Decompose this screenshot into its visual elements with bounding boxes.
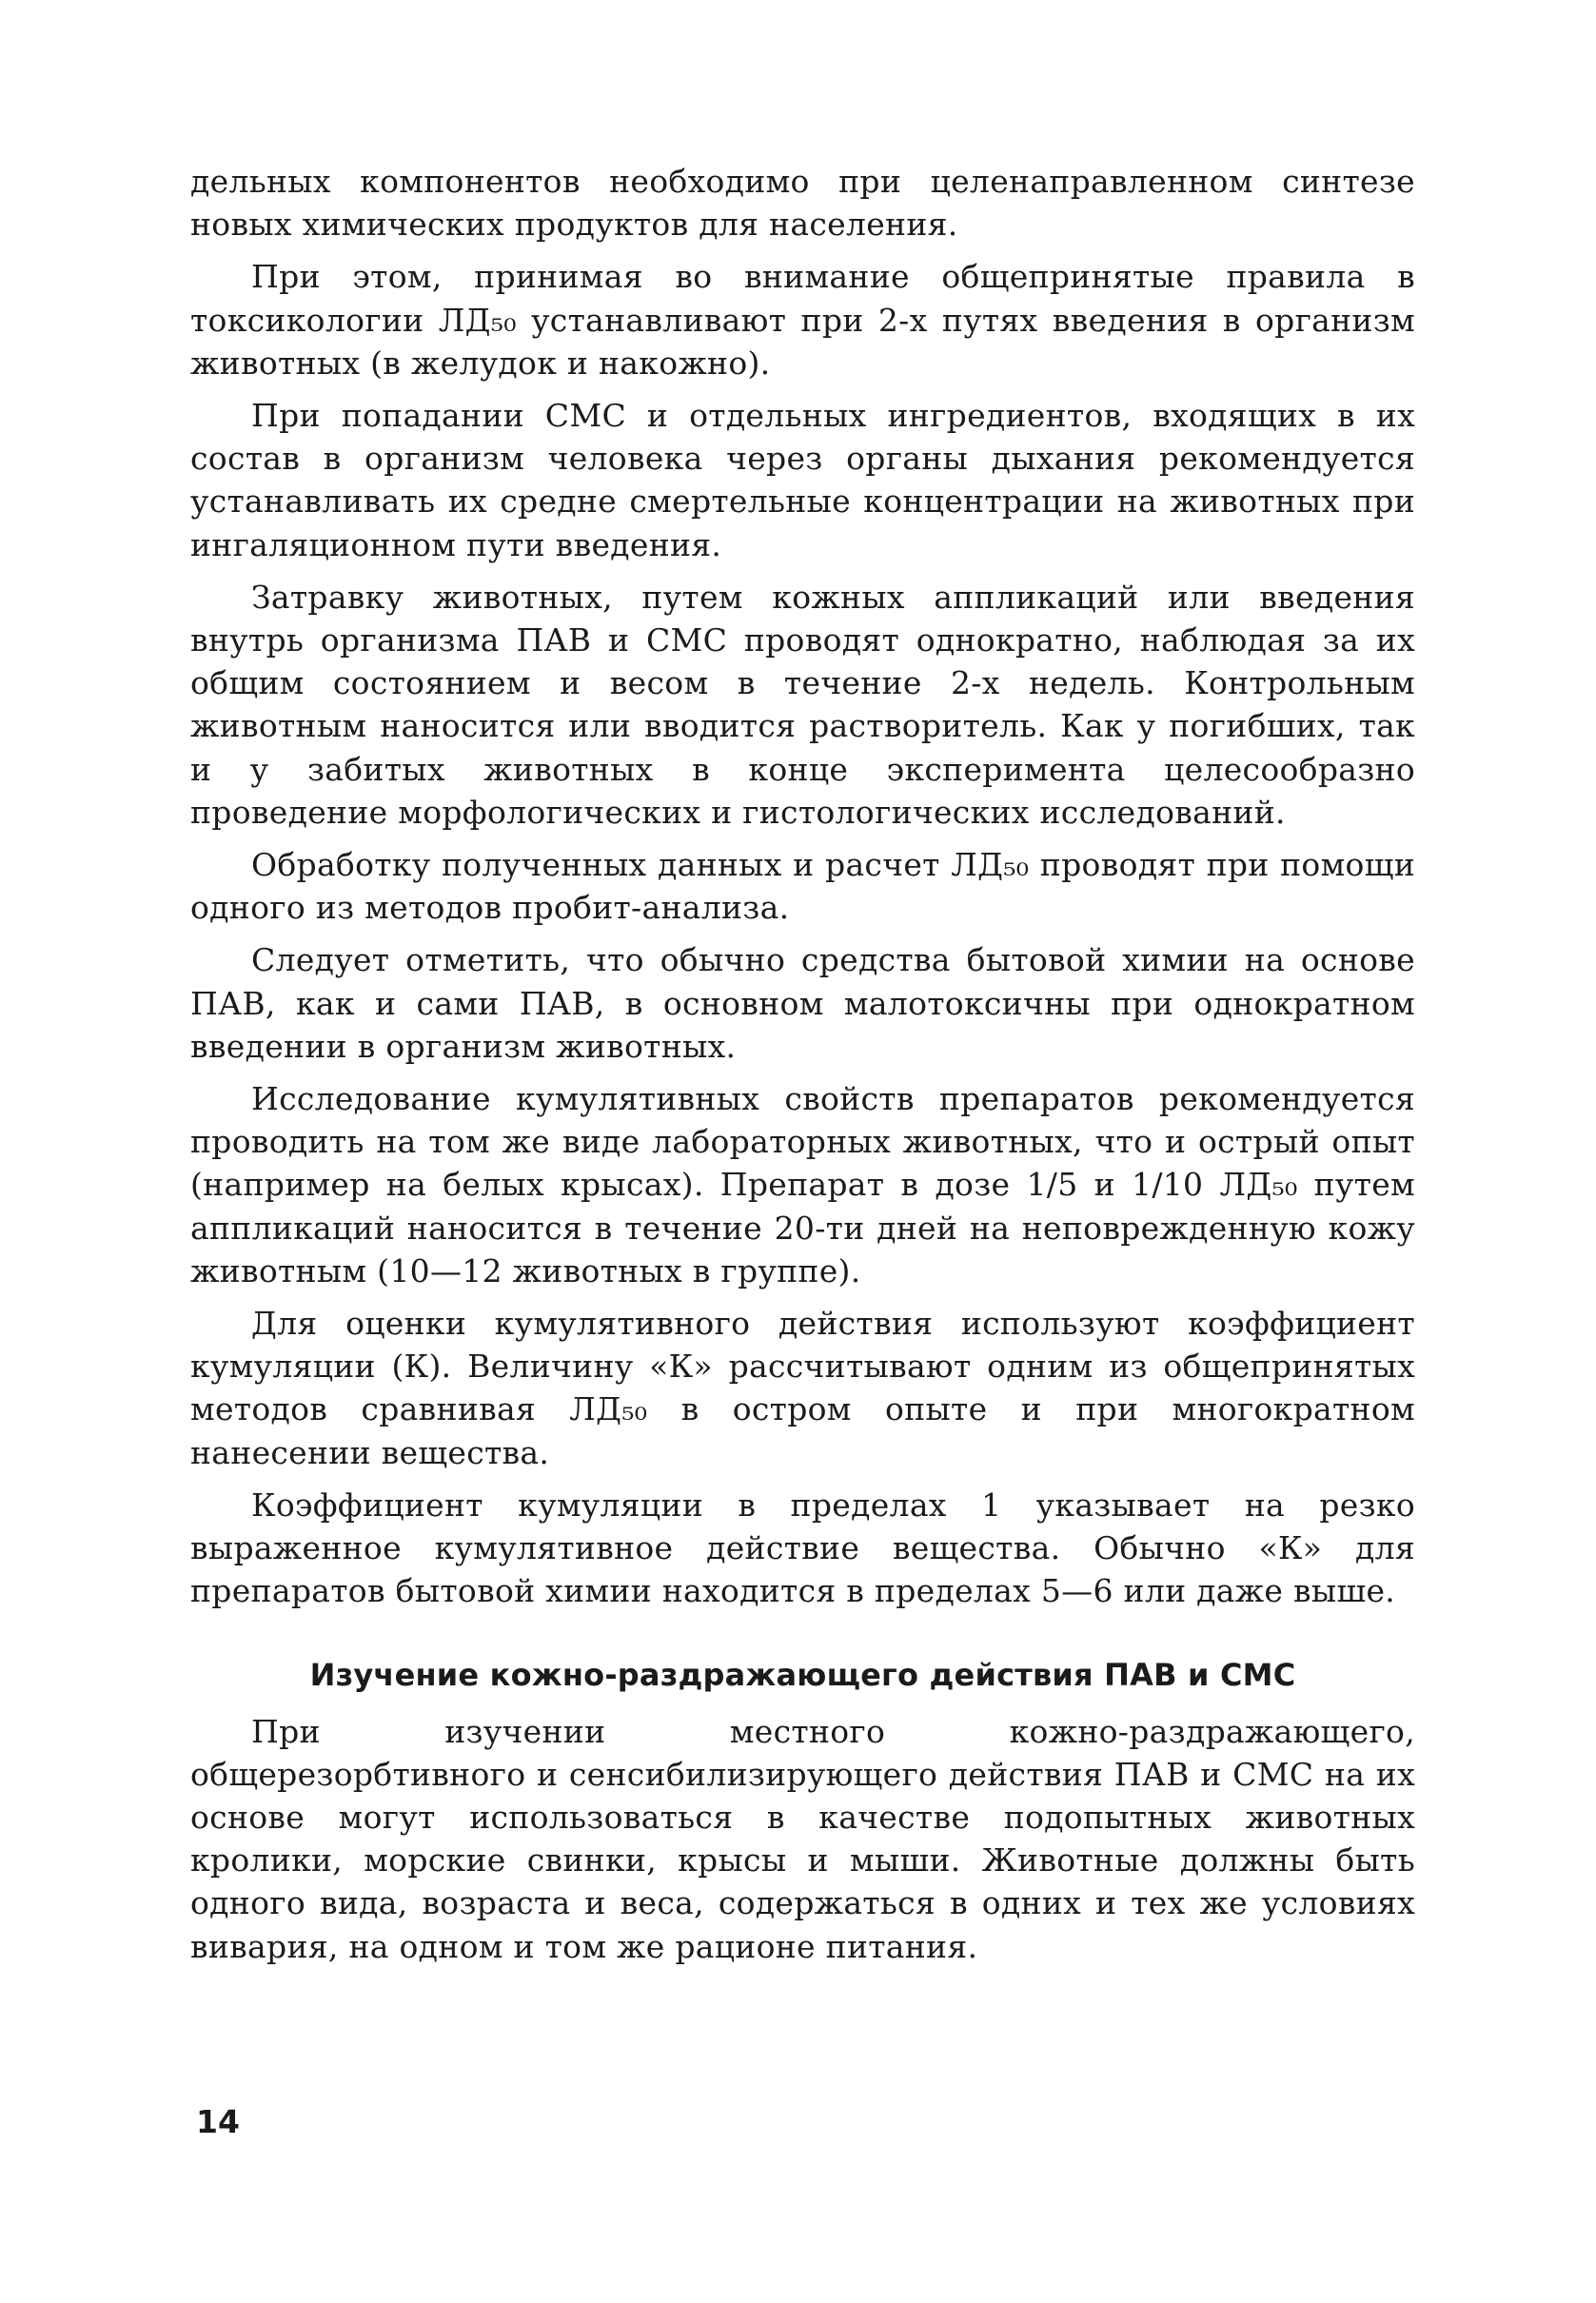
paragraph-cumulative-study: Исследование кумулятивных свойств препаратов рекомендуется проводить на том же виде лабораторных животных, что и острый опыт (например на белых крысах). Препарат в дозе 1/5 и 1/10 ЛД₅₀ путем аппликаций наносится в течение 20-ти дней на неповрежденную кожу животным (10—12 животных в группе). — [190, 1080, 1415, 1289]
paragraph-dosing-procedure: Затравку животных, путем кожных аппликаций или введения внутрь организма ПАВ и СМС проводят однократно, наблюдая за их общим состоянием и весом в течение 2-х недель. Контрольным животным наносится или вводится растворитель. Как у погибших, так и у забитых животных в конце эксперимента целесообразно проведение морфологических и гистологических исследований. — [190, 578, 1415, 831]
paragraph-probit-analysis: Обработку полученных данных и расчет ЛД₅₀ проводят при помощи одного из методов пробит-анализа. — [190, 846, 1415, 927]
paragraph-inhalation: При попадании СМС и отдельных ингредиентов, входящих в их состав в организм человека через органы дыхания рекомендуется устанавливать их средне смертельные концентрации на животных при ингаляционном пути введения. — [190, 397, 1415, 563]
paragraph-coefficient-range: Коэффициент кумуляции в пределах 1 указывает на резко выраженное кумулятивное действие вещества. Обычно «К» для препаратов бытовой химии находится в пределах 5—6 или даже выше. — [190, 1486, 1415, 1610]
paragraph-continuation: дельных компонентов необходимо при целенаправленном синтезе новых химических продуктов для населения. — [190, 163, 1415, 244]
page-number: 14 — [196, 2103, 240, 2140]
section-heading: Изучение кожно-раздражающего действия ПАВ и СМС — [309, 1656, 1296, 1693]
paragraph-cumulation-coefficient: Для оценки кумулятивного действия используют коэффициент кумуляции (К). Величину «К» рассчитывают одним из общепринятых методов сравнивая ЛД₅₀ в остром опыте и при многократном нанесении вещества. — [190, 1305, 1415, 1471]
paragraph-skin-irritation: При изучении местного кожно-раздражающего, общерезорбтивного и сенсибилизирующего действия ПАВ и СМС на их основе могут использоваться в качестве подопытных животных кролики, морские свинки, крысы и мыши. Животные должны быть одного вида, возраста и веса, содержаться в одних и тех же условиях вивария, на одном и том же рационе питания. — [190, 1712, 1415, 1965]
paragraph-ld50-routes: При этом, принимая во внимание общепринятые правила в токсикологии ЛД₅₀ устанавливают при 2-х путях введения в организм животных (в желудок и накожно). — [190, 258, 1415, 382]
page-body — [190, 160, 1415, 1978]
paragraph-low-toxicity: Следует отметить, что обычно средства бытовой химии на основе ПАВ, как и сами ПАВ, в основном малотоксичны при однократном введении в организм животных. — [190, 941, 1415, 1065]
